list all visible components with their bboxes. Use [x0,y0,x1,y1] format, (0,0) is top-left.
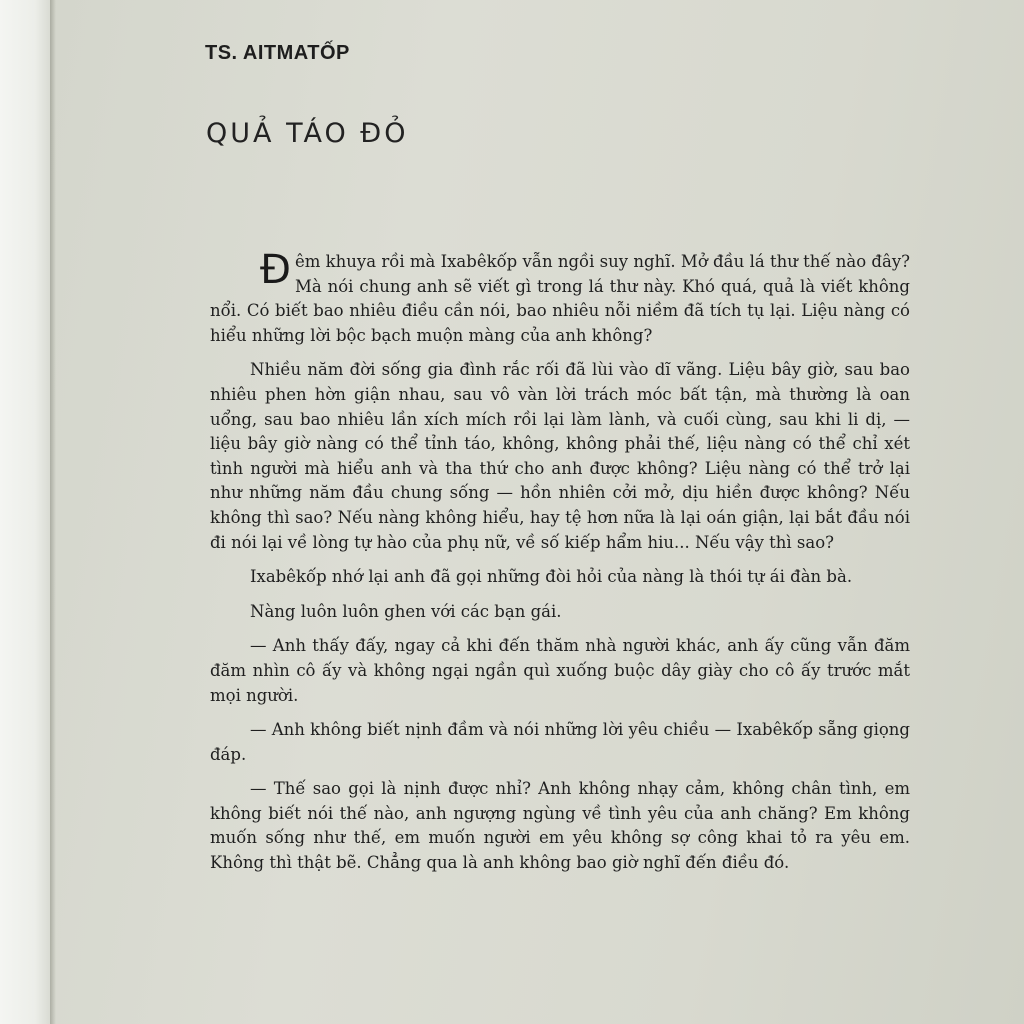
dialogue-paragraph: — Anh thấy đấy, ngay cả khi đến thăm nhà người khác, anh ấy cũng vẫn đăm đăm nhìn cô ấy và không ngại ngần quì xuống buộc dây giày cho cô ấy trước mắt mọi người. [210,636,910,705]
story-body [210,247,910,886]
paragraph-text: êm khuya rồi mà Ixabêkốp vẫn ngồi suy nghĩ. Mở đầu lá thư thế nào đây? Mà nói chung anh sẽ viết gì trong lá thư này. Khó quá, quả là viết không nổi. Có biết bao nhiêu điều cần nói, bao nhiêu nỗi niềm đã tích tụ lại. Liệu nàng có hiểu những lời bộc bạch muộn màng của anh không? [210,252,910,345]
dialogue-paragraph: — Thế sao gọi là nịnh được nhỉ? Anh không nhạy cảm, không chân tình, em không biết nói thế nào, anh ngượng ngùng về tình yêu của anh chăng? Em không muốn sống như thế, em muốn người em yêu không sợ công khai tỏ ra yêu em. Không thì thật bẽ. Chẳng qua là anh không bao giờ nghĩ đến điều đó. [210,779,910,873]
paragraph: Nàng luôn luôn ghen với các bạn gái. [250,601,562,621]
paragraph: Nhiều năm đời sống gia đình rắc rối đã lùi vào dĩ vãng. Liệu bây giờ, sau bao nhiêu phen hờn giận nhau, sau vô vàn lời trách móc bất tận, mà thường là oan uổng, sau bao nhiêu lần xích mích rồi lại làm lành, và cuối cùng, sau khi li dị, — liệu bây giờ nàng có thể tỉnh táo, không, không phải thế, liệu nàng có thể chỉ xét tình người mà hiểu anh và tha thứ cho anh được không? Liệu nàng có thể trở lại như những năm đầu chung sống — hồn nhiên cởi mở, dịu hiền được không? Nếu không thì sao? Nếu nàng không hiểu, hay tệ hơn nữa là lại oán giận, lại bắt đầu nói đi nói lại về lòng tự hào của phụ nữ, về số kiếp hẩm hiu... Nếu vậy thì sao? [210,360,910,552]
drop-cap: Đ [260,247,291,293]
author-name: TS. AITMATỐP [205,42,350,64]
paragraph: Ixabêkốp nhớ lại anh đã gọi những đòi hỏi của nàng là thói tự ái đàn bà. [250,567,853,587]
adjacent-page-edge [0,0,50,1024]
story-title: QUẢ TÁO ĐỎ [206,118,409,149]
paragraph [210,247,910,348]
dialogue-paragraph: — Anh không biết nịnh đầm và nói những lời yêu chiều — Ixabêkốp sẵng giọng đáp. [210,720,910,764]
